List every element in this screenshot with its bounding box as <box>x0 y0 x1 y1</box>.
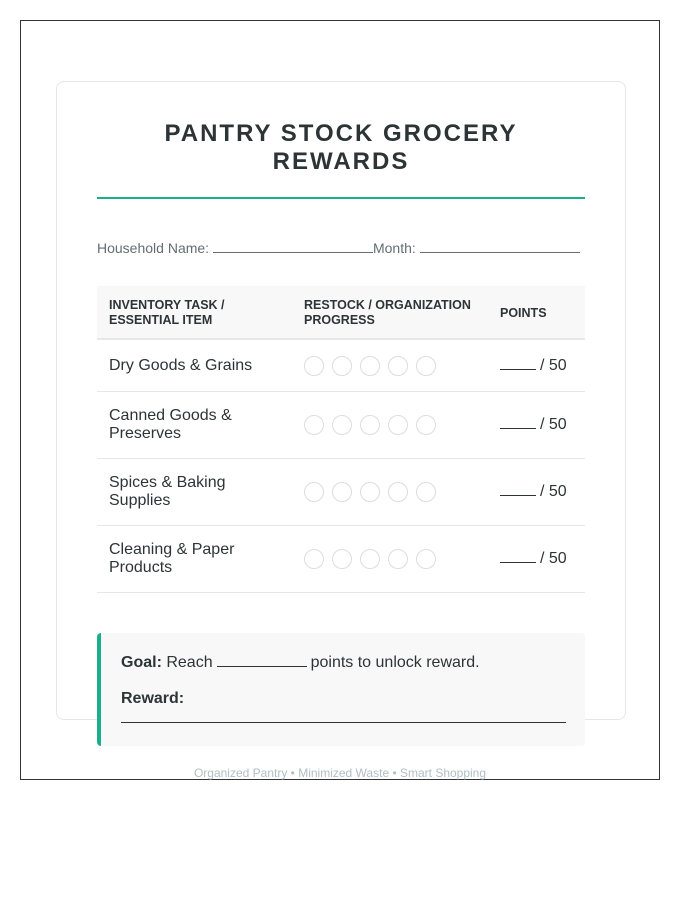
progress-circle[interactable] <box>388 482 408 502</box>
progress-circle[interactable] <box>304 482 324 502</box>
points-cell <box>500 357 567 375</box>
points-cell <box>500 483 567 501</box>
progress-circle[interactable] <box>388 356 408 376</box>
points-max: / 50 <box>540 483 567 500</box>
table-row <box>97 526 585 593</box>
progress-circles <box>304 549 436 569</box>
title-divider <box>97 197 585 199</box>
table-header <box>97 286 585 340</box>
points-max: / 50 <box>540 416 567 433</box>
progress-circles <box>304 415 436 435</box>
progress-circle[interactable] <box>304 415 324 435</box>
points-field[interactable] <box>500 550 536 563</box>
progress-circle[interactable] <box>332 549 352 569</box>
progress-circle[interactable] <box>388 549 408 569</box>
page-title: PANTRY STOCK GROCERY REWARDS <box>164 120 518 175</box>
progress-circle[interactable] <box>332 356 352 376</box>
progress-circle[interactable] <box>416 549 436 569</box>
progress-circle[interactable] <box>416 356 436 376</box>
goal-points-field[interactable] <box>217 654 307 667</box>
goal-prefix: Reach <box>166 654 213 671</box>
points-cell <box>500 416 567 434</box>
progress-circle[interactable] <box>332 482 352 502</box>
progress-circle[interactable] <box>360 356 380 376</box>
household-name-label: Household Name: <box>97 240 210 256</box>
column-header-task: INVENTORY TASK / ESSENTIAL ITEM <box>109 298 225 327</box>
footer-tagline: Organized Pantry • Minimized Waste • Smart Shopping <box>193 766 487 780</box>
column-header-points: POINTS <box>500 306 547 320</box>
points-field[interactable] <box>500 416 536 429</box>
month-field[interactable] <box>420 240 580 253</box>
goal-box <box>97 633 585 746</box>
progress-circles <box>304 482 436 502</box>
points-field[interactable] <box>500 357 536 370</box>
progress-circle[interactable] <box>304 549 324 569</box>
table-row <box>97 392 585 459</box>
reward-field[interactable] <box>121 722 566 723</box>
task-name: Dry Goods & Grains <box>109 357 253 374</box>
points-max: / 50 <box>540 550 567 567</box>
household-name-field[interactable] <box>213 240 373 253</box>
task-name: Spices & Baking Supplies <box>109 474 226 509</box>
inventory-table <box>97 286 585 593</box>
table-row <box>97 340 585 392</box>
goal-suffix: points to unlock reward. <box>310 654 480 671</box>
goal-label: Goal: <box>121 654 162 671</box>
points-field[interactable] <box>500 483 536 496</box>
household-info <box>97 240 580 256</box>
progress-circle[interactable] <box>360 482 380 502</box>
points-cell <box>500 550 567 568</box>
progress-circle[interactable] <box>332 415 352 435</box>
task-name: Canned Goods & Preserves <box>109 407 232 442</box>
progress-circle[interactable] <box>388 415 408 435</box>
progress-circles <box>304 356 436 376</box>
month-label: Month: <box>372 240 416 256</box>
reward-label: Reward: <box>121 690 185 707</box>
progress-circle[interactable] <box>360 549 380 569</box>
task-name: Cleaning & Paper Products <box>109 541 235 576</box>
progress-circle[interactable] <box>416 415 436 435</box>
progress-circle[interactable] <box>360 415 380 435</box>
column-header-progress: RESTOCK / ORGANIZATION PROGRESS <box>304 298 471 327</box>
goal-line <box>121 654 480 672</box>
points-max: / 50 <box>540 357 567 374</box>
table-row <box>97 459 585 526</box>
progress-circle[interactable] <box>416 482 436 502</box>
progress-circle[interactable] <box>304 356 324 376</box>
